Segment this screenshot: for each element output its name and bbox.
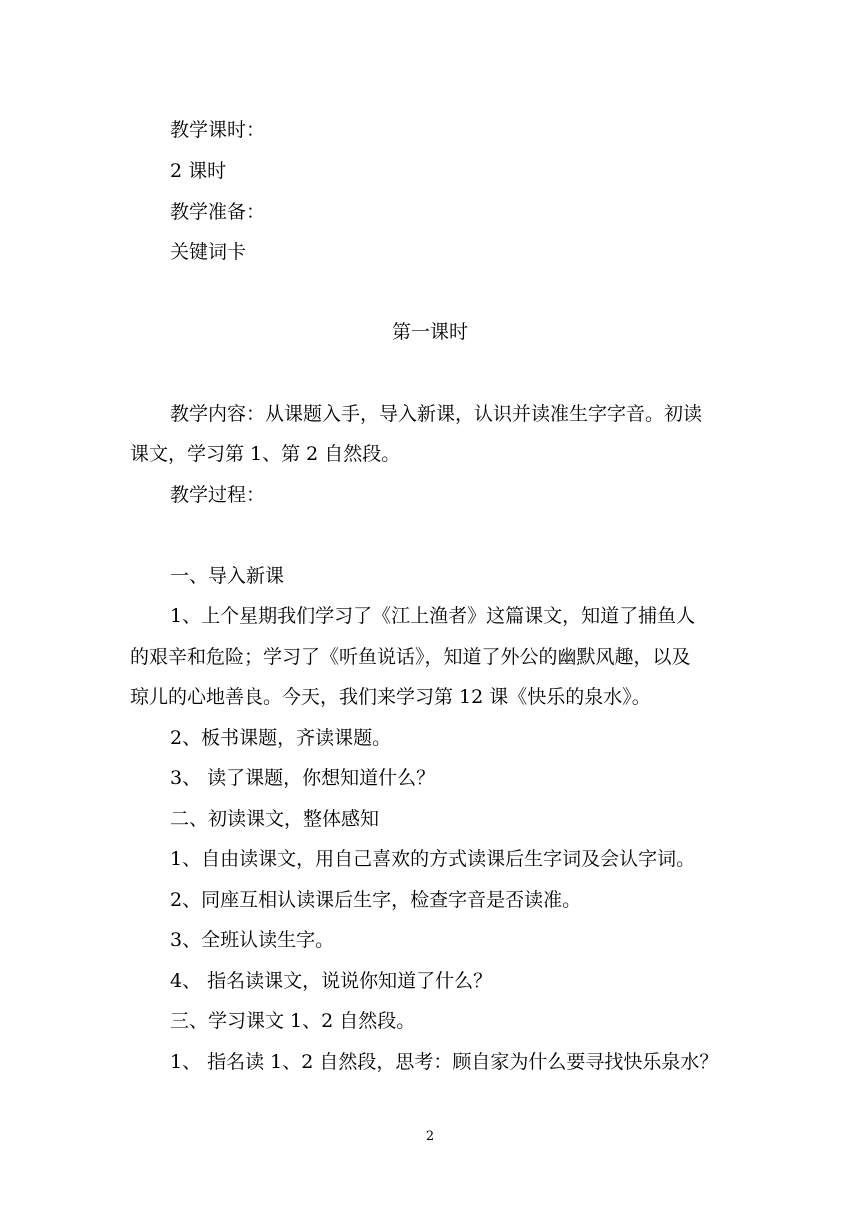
part-two-heading: 二、初读课文，整体感知 (170, 808, 380, 830)
part-three-heading: 三、学习课文 1、2 自然段。 (170, 1010, 416, 1032)
page-number: 2 (425, 1129, 435, 1144)
part-one-item-1-line-2: 的艰辛和危险；学习了《听鱼说话》，知道了外公的幽默风趣，以及 (130, 646, 691, 668)
part-two-item-3: 3、全班认读生字。 (170, 929, 335, 951)
lesson-hours-label: 教学课时： (170, 119, 266, 141)
part-two-item-1: 1、自由读课文，用自己喜欢的方式读课后生字词及会认字词。 (170, 848, 696, 870)
teaching-content-line-1: 教学内容：从课题入手，导入新课，认识并读准生字字音。初读 (170, 403, 703, 425)
preparation-value: 关键词卡 (170, 241, 247, 263)
part-one-item-2: 2、板书课题，齐读课题。 (170, 727, 392, 749)
part-one-heading: 一、导入新课 (170, 565, 285, 587)
teaching-content-line-2: 课文，学习第 1、第 2 自然段。 (130, 443, 401, 465)
section-title: 第一课时 (391, 321, 468, 343)
part-two-item-2: 2、同座互相认读课后生字，检查字音是否读准。 (170, 889, 582, 911)
teaching-process-label: 教学过程： (170, 484, 266, 506)
preparation-label: 教学准备： (170, 201, 266, 223)
part-one-item-1-line-1: 1、上个星期我们学习了《江上渔者》这篇课文，知道了捕鱼人 (170, 605, 696, 627)
part-one-item-1-line-3: 琼儿的心地善良。今天，我们来学习第 12 课《快乐的泉水》。 (130, 686, 651, 708)
part-one-item-3: 3、 读了课题，你想知道什么？ (170, 767, 436, 789)
part-two-item-4: 4、 指名读课文，说说你知道了什么？ (170, 970, 493, 992)
part-three-item-1: 1、 指名读 1、2 自然段，思考：顾自家为什么要寻找快乐泉水？ (170, 1051, 719, 1073)
lesson-hours-value: 2 课时 (170, 160, 227, 182)
